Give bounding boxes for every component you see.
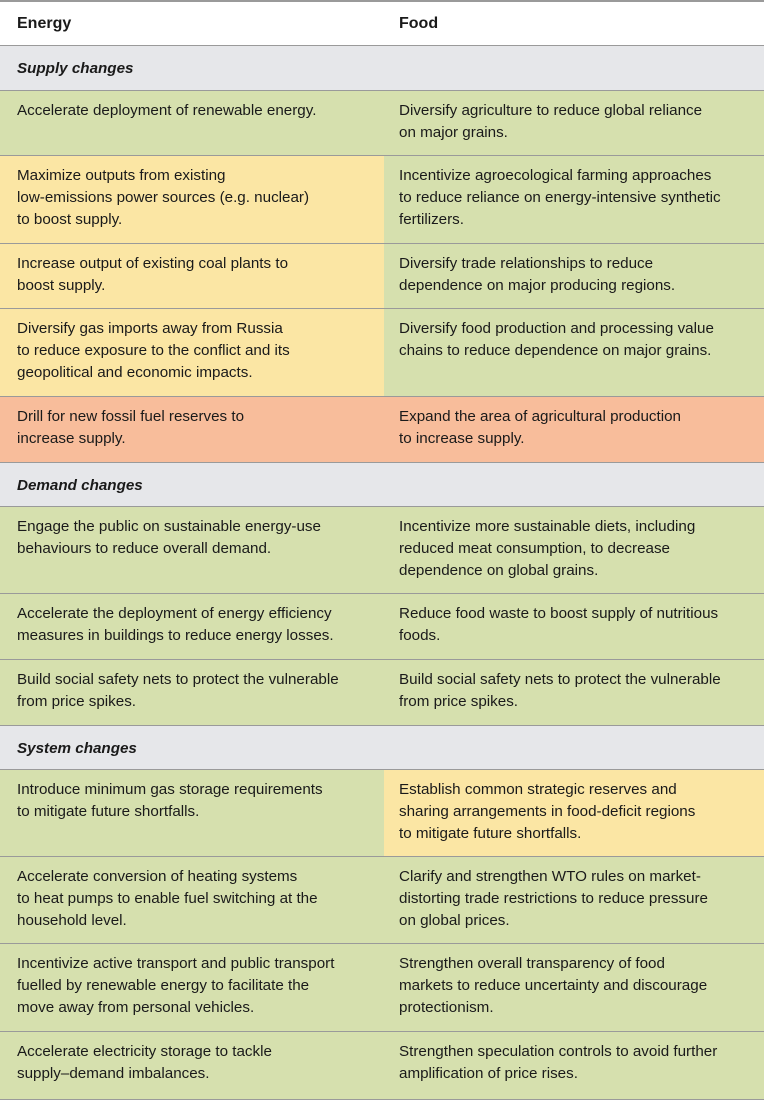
table-row	[0, 594, 764, 660]
food-cell: Clarify and strengthen WTO rules on market- distorting trade restrictions to reduce pressure on global prices.	[384, 857, 764, 943]
energy-cell: Introduce minimum gas storage requirements to mitigate future shortfalls.	[0, 770, 384, 856]
energy-cell: Increase output of existing coal plants to boost supply.	[0, 244, 384, 308]
food-cell: Build social safety nets to protect the vulnerable from price spikes.	[384, 660, 764, 725]
section-title: Demand changes	[17, 477, 143, 494]
energy-cell: Accelerate the deployment of energy efficiency measures in buildings to reduce energy losses.	[0, 594, 384, 659]
food-cell: Strengthen overall transparency of food markets to reduce uncertainty and discourage protectionism.	[384, 944, 764, 1031]
header-energy: Energy	[17, 15, 72, 32]
table-row	[0, 660, 764, 726]
table-row	[0, 244, 764, 309]
food-cell: Diversify trade relationships to reduce dependence on major producing regions.	[384, 244, 764, 308]
food-cell: Incentivize more sustainable diets, including reduced meat consumption, to decrease dependence on global grains.	[384, 507, 764, 593]
energy-cell: Drill for new fossil fuel reserves to increase supply.	[0, 397, 384, 462]
energy-cell: Accelerate electricity storage to tackle supply–demand imbalances.	[0, 1032, 384, 1099]
section-header-system	[0, 726, 764, 770]
food-cell: Establish common strategic reserves and sharing arrangements in food-deficit regions to mitigate future shortfalls.	[384, 770, 764, 856]
food-cell: Diversify food production and processing value chains to reduce dependence on major grains.	[384, 309, 764, 396]
energy-cell: Incentivize active transport and public transport fuelled by renewable energy to facilitate the move away from personal vehicles.	[0, 944, 384, 1031]
section-header-supply	[0, 46, 764, 91]
table-row	[0, 91, 764, 156]
section-title: System changes	[17, 740, 137, 757]
table-row	[0, 156, 764, 244]
energy-cell: Maximize outputs from existing low-emissions power sources (e.g. nuclear) to boost supply.	[0, 156, 384, 243]
header-food: Food	[399, 15, 439, 32]
energy-cell: Build social safety nets to protect the vulnerable from price spikes.	[0, 660, 384, 725]
table-row	[0, 397, 764, 463]
food-cell: Strengthen speculation controls to avoid further amplification of price rises.	[384, 1032, 764, 1099]
food-cell: Diversify agriculture to reduce global reliance on major grains.	[384, 91, 764, 155]
energy-cell: Accelerate conversion of heating systems to heat pumps to enable fuel switching at the household level.	[0, 857, 384, 943]
table-row	[0, 309, 764, 397]
table-header-row	[0, 2, 764, 46]
table-row	[0, 857, 764, 944]
energy-cell: Diversify gas imports away from Russia to reduce exposure to the conflict and its geopolitical and economic impacts.	[0, 309, 384, 396]
table-row	[0, 507, 764, 594]
food-cell: Expand the area of agricultural production to increase supply.	[384, 397, 764, 462]
section-title: Supply changes	[17, 60, 134, 77]
food-cell: Reduce food waste to boost supply of nutritious foods.	[384, 594, 764, 659]
section-header-demand	[0, 463, 764, 507]
table-row	[0, 1032, 764, 1100]
table-row	[0, 944, 764, 1032]
table-row	[0, 770, 764, 857]
energy-cell: Engage the public on sustainable energy-use behaviours to reduce overall demand.	[0, 507, 384, 593]
energy-cell: Accelerate deployment of renewable energy.	[0, 91, 384, 155]
food-cell: Incentivize agroecological farming approaches to reduce reliance on energy-intensive synthetic fertilizers.	[384, 156, 764, 243]
